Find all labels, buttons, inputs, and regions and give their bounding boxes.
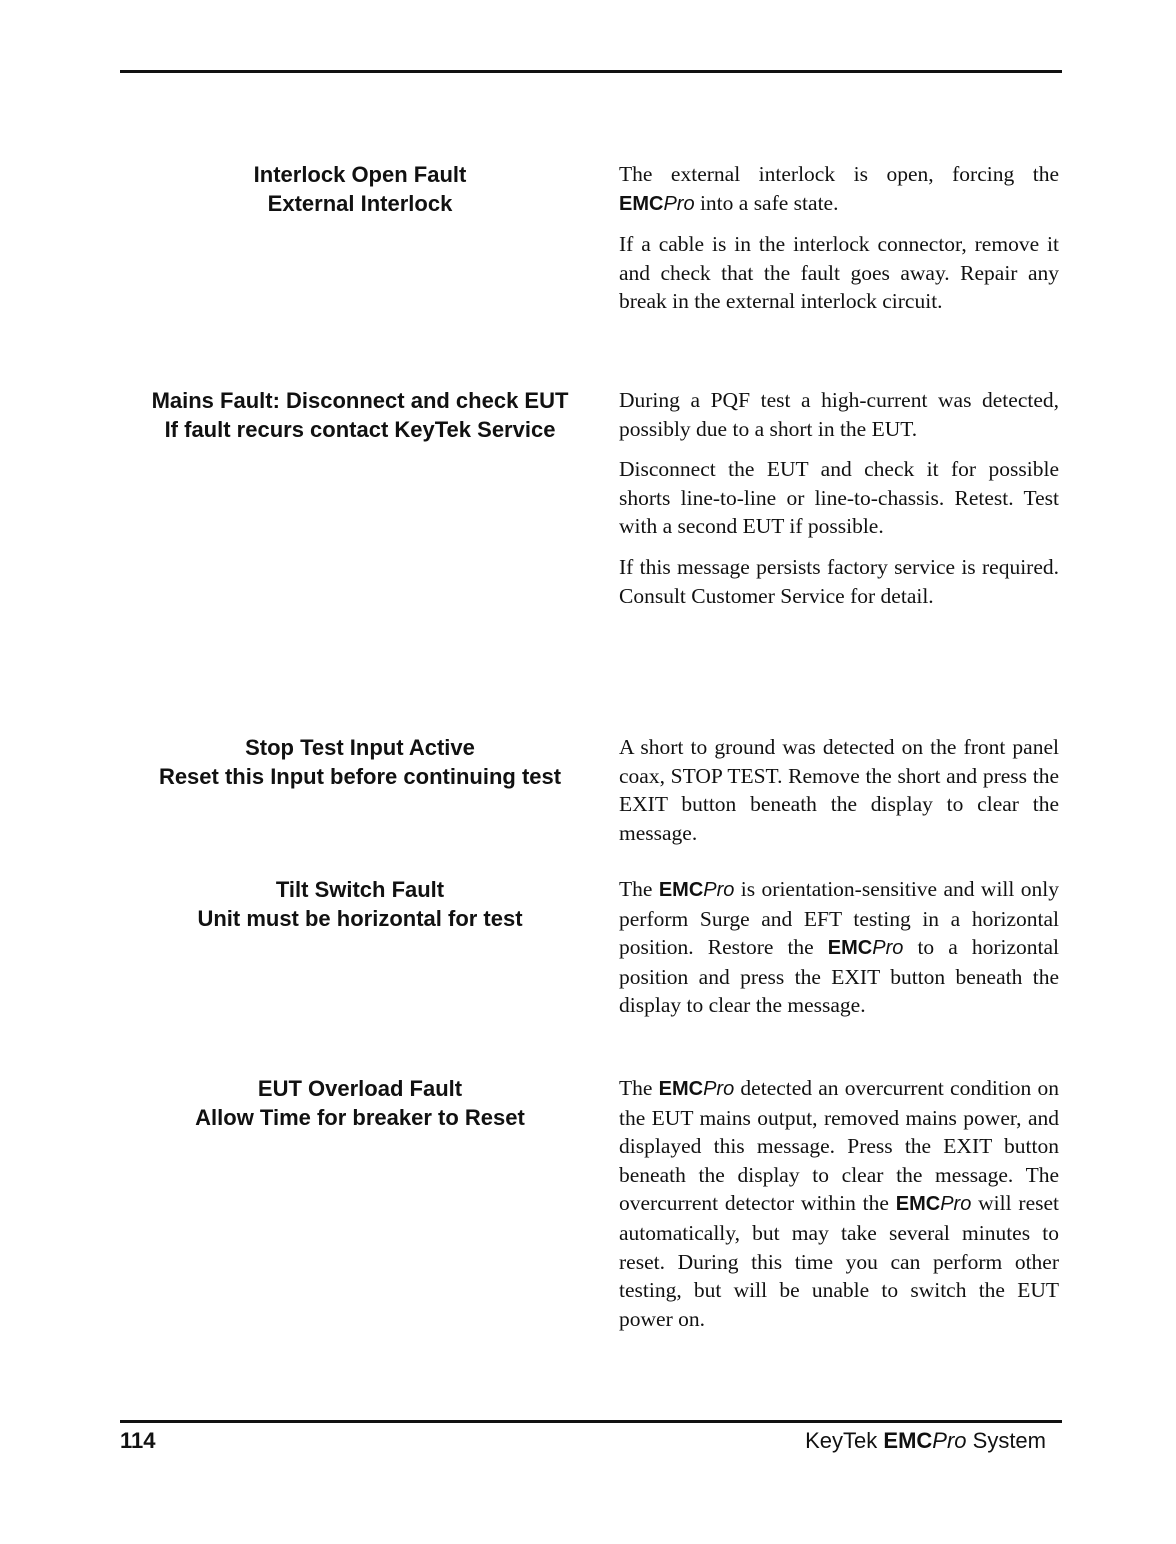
heading-line: Interlock Open Fault	[253, 162, 467, 187]
fault-heading	[120, 386, 600, 444]
text-run: Disconnect the EUT and check it for possible shorts line-to-line or line-to-chassis. Retest. Test with a second EUT if possible.	[619, 457, 1059, 539]
brand-name	[659, 879, 735, 901]
heading-line: EUT Overload Fault	[257, 1076, 463, 1101]
paragraph	[619, 1074, 1059, 1333]
text-run: will reset automatically, but may take several minutes to reset. During this time you can perform other testing, but will be unable to switch the EUT power on.	[619, 1191, 1059, 1331]
text-run: detected an overcurrent condition on the EUT mains output, removed mains power, and displayed this message. Press the EXIT button beneath the display to clear the message. The overcurrent detector within the	[619, 1076, 1059, 1216]
brand-bold: EMC	[619, 192, 664, 215]
brand-italic: Pro	[703, 879, 735, 901]
fault-heading	[120, 733, 600, 791]
brand-italic: Pro	[932, 1428, 967, 1453]
fault-heading	[120, 875, 600, 933]
paragraph	[619, 230, 1059, 316]
brand-name	[659, 1078, 735, 1100]
footer-suffix: System	[966, 1428, 1046, 1453]
brand-bold: EMC	[658, 1078, 704, 1100]
heading-line: Stop Test Input Active	[245, 735, 475, 760]
footer-title	[805, 1428, 1046, 1454]
fault-description	[619, 160, 1059, 328]
footer-prefix: KeyTek	[805, 1428, 884, 1453]
text-run: into a safe state.	[694, 190, 839, 215]
text-run: A short to ground was detected on the front panel coax, STOP TEST. Remove the short and press the EXIT button beneath the display to clear the message.	[619, 735, 1059, 845]
brand-name	[883, 1428, 966, 1453]
paragraph	[619, 875, 1059, 1020]
heading-line: If fault recurs contact KeyTek Service	[164, 417, 556, 442]
heading-line: External Interlock	[267, 191, 453, 216]
brand-italic: Pro	[703, 1078, 735, 1100]
brand-italic: Pro	[872, 937, 904, 960]
paragraph	[619, 455, 1059, 541]
paragraph	[619, 553, 1059, 610]
heading-line: Allow Time for breaker to Reset	[195, 1105, 525, 1130]
fault-description	[619, 1074, 1059, 1345]
text-run: During a PQF test a high-current was detected, possibly due to a short in the EUT.	[619, 388, 1059, 441]
text-run: The external interlock is open, forcing the	[619, 162, 1059, 186]
brand-name	[896, 1193, 972, 1215]
brand-bold: EMC	[883, 1428, 933, 1453]
fault-description	[619, 875, 1059, 1032]
fault-description	[619, 733, 1059, 859]
heading-line: Unit must be horizontal for test	[197, 906, 523, 931]
fault-heading	[120, 1074, 600, 1132]
text-run: to a horizontal position and press the EXIT button beneath the display to clear the message.	[619, 935, 1059, 1018]
text-run: The	[619, 1076, 659, 1100]
brand-bold: EMC	[895, 1193, 941, 1216]
text-run: is orientation-sensitive and will only perform Surge and EFT testing in a horizontal position. Restore the	[619, 877, 1059, 960]
fault-heading	[120, 160, 600, 218]
page-number: 114	[120, 1428, 156, 1453]
paragraph	[619, 160, 1059, 218]
brand-bold: EMC	[827, 937, 873, 960]
heading-line: Mains Fault: Disconnect and check EUT	[151, 388, 569, 413]
heading-line: Reset this Input before continuing test	[158, 764, 562, 789]
text-run: If this message persists factory service is required. Consult Customer Service for detail.	[619, 554, 1059, 608]
paragraph	[619, 386, 1059, 443]
brand-italic: Pro	[663, 192, 695, 215]
brand-name	[619, 193, 695, 215]
heading-line: Tilt Switch Fault	[275, 877, 445, 902]
text-run: If a cable is in the interlock connector, remove it and check that the fault goes away. Repair any break in the external interlock circuit.	[619, 232, 1059, 314]
top-rule	[120, 70, 1062, 73]
brand-bold: EMC	[658, 879, 704, 901]
brand-italic: Pro	[940, 1193, 972, 1216]
brand-name	[828, 937, 904, 959]
bottom-rule	[120, 1420, 1062, 1423]
fault-description	[619, 386, 1059, 622]
text-run: The	[619, 877, 659, 901]
paragraph	[619, 733, 1059, 847]
